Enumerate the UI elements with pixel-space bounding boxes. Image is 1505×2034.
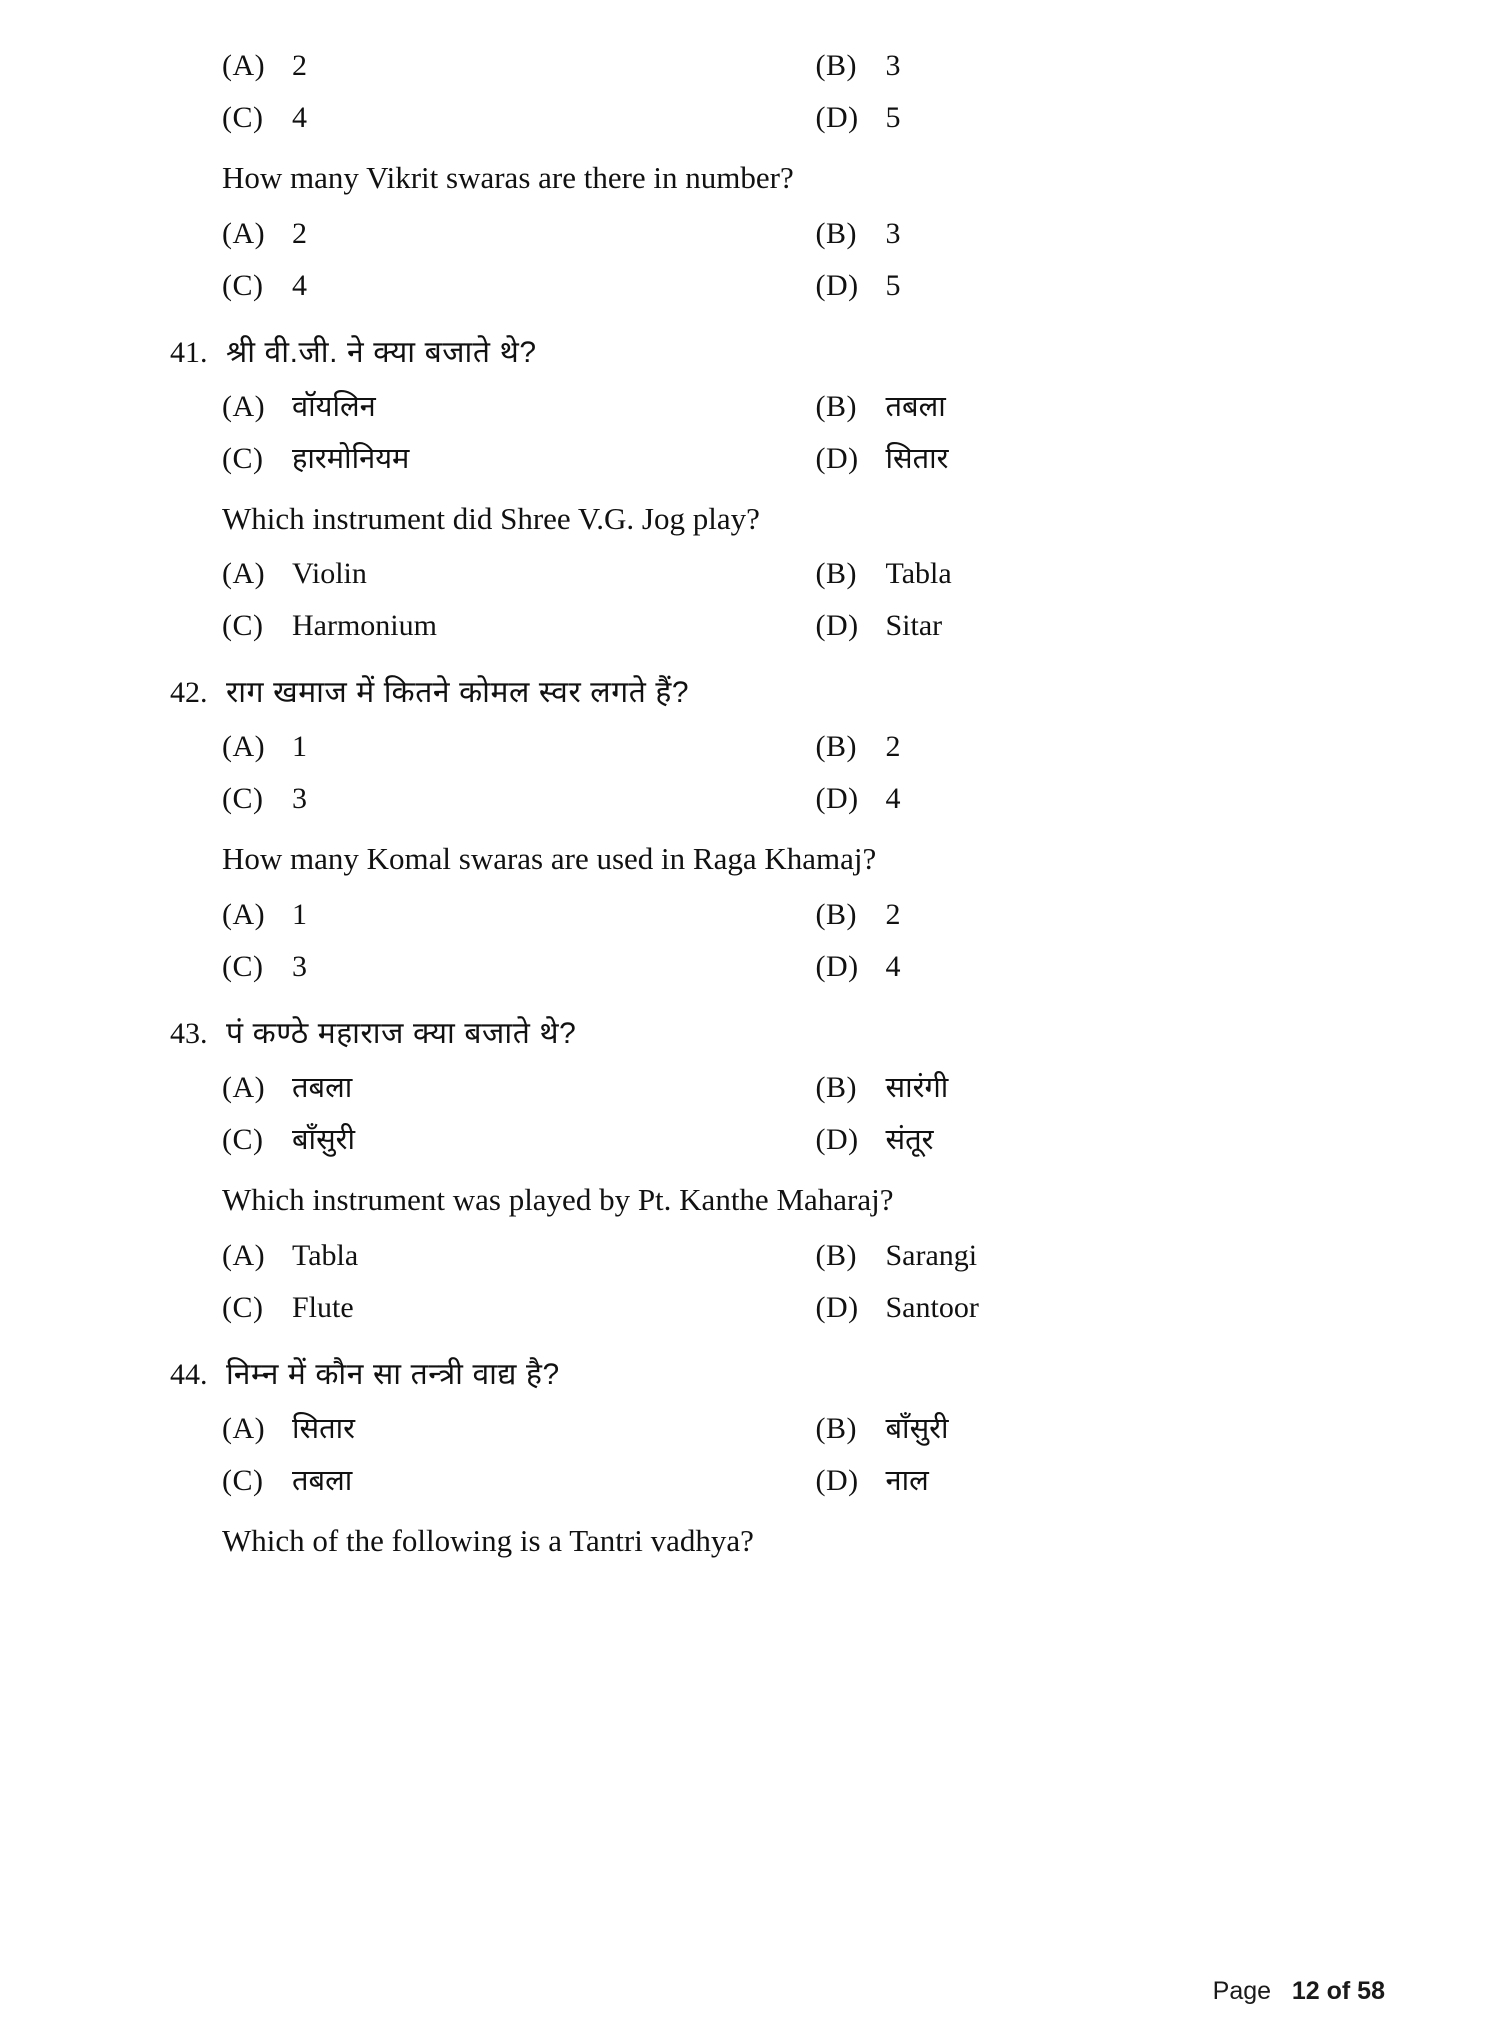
option-tag: (D)	[815, 782, 859, 816]
question-stem-hindi: निम्न में कौन सा तन्त्री वाद्य है?	[226, 1357, 560, 1391]
option-tag: (B)	[815, 730, 857, 764]
option-tag: (C)	[222, 949, 264, 983]
option-tag: (A)	[222, 1411, 266, 1445]
option-b	[804, 389, 1386, 423]
option-label: सारंगी	[885, 1071, 949, 1104]
option-tag: (D)	[815, 609, 859, 643]
option-label: 4	[885, 949, 901, 983]
option-tag: (C)	[222, 441, 264, 475]
option-tag: (B)	[815, 216, 857, 250]
option-row	[170, 92, 1385, 144]
option-tag: (B)	[815, 557, 857, 591]
option-label: 4	[292, 101, 307, 134]
option-d	[804, 1290, 1386, 1324]
option-tag: (D)	[815, 949, 859, 983]
option-label: 2	[292, 49, 307, 82]
option-tag: (A)	[222, 1070, 266, 1104]
option-tag: (B)	[815, 1238, 857, 1272]
option-a	[222, 51, 804, 81]
question-stem-english: How many Vikrit swaras are there in number?	[222, 160, 794, 195]
option-label: तबला	[292, 1464, 353, 1497]
option-label: 2	[885, 897, 901, 931]
option-label: Sarangi	[885, 1238, 978, 1272]
option-label: 2	[885, 730, 901, 764]
question-44	[170, 1352, 1385, 1393]
option-label: 1	[292, 897, 307, 931]
option-tag: (B)	[815, 389, 857, 423]
option-row	[170, 381, 1385, 433]
option-label: Harmonium	[292, 609, 437, 643]
option-tag: (A)	[222, 389, 266, 423]
option-tag: (C)	[222, 1290, 264, 1324]
question-stem-english: How many Komal swaras are used in Raga Khamaj?	[222, 841, 877, 877]
option-c	[222, 1463, 804, 1497]
option-b	[804, 1238, 1386, 1272]
option-d	[804, 268, 1386, 302]
option-c	[222, 949, 804, 983]
option-label: बाँसुरी	[292, 1123, 356, 1156]
option-tag: (D)	[815, 1463, 859, 1497]
option-d	[804, 611, 1386, 641]
option-label: संतूर	[885, 1123, 934, 1156]
option-tag: (A)	[222, 730, 266, 764]
option-d	[804, 441, 1386, 475]
option-label: 3	[292, 949, 307, 983]
option-tag: (B)	[815, 49, 857, 82]
option-tag: (C)	[222, 268, 264, 302]
option-label: 5	[885, 101, 901, 134]
option-label: Tabla	[292, 1238, 359, 1272]
option-label: Sitar	[885, 609, 943, 643]
option-tag: (C)	[222, 101, 264, 134]
option-label: हारमोनियम	[292, 442, 410, 475]
top-question-hindi-options	[170, 40, 1385, 144]
option-row	[170, 208, 1385, 260]
option-c	[222, 611, 804, 641]
question-number: 41.	[170, 335, 208, 369]
option-label: नाल	[885, 1464, 929, 1497]
option-label: Santoor	[885, 1290, 979, 1324]
option-a	[222, 559, 804, 589]
option-b	[804, 216, 1386, 250]
option-tag: (A)	[222, 557, 266, 591]
option-label: 3	[885, 49, 901, 82]
option-a	[222, 732, 804, 762]
option-label: 3	[292, 782, 307, 816]
option-label: सितार	[885, 442, 949, 475]
option-a	[222, 389, 804, 423]
option-c	[222, 103, 804, 133]
option-row	[170, 1114, 1385, 1166]
option-label: 5	[885, 268, 901, 302]
question-number: 43.	[170, 1016, 208, 1050]
option-label: वॉयलिन	[292, 390, 376, 423]
option-row	[170, 941, 1385, 993]
option-tag: (D)	[815, 101, 859, 134]
option-b	[804, 1411, 1386, 1445]
option-tag: (B)	[815, 1070, 857, 1104]
option-b	[804, 559, 1386, 589]
option-c	[222, 784, 804, 814]
page-number: 12 of 58	[1291, 1977, 1385, 2005]
question-number: 44.	[170, 1357, 208, 1391]
question-stem-english: Which instrument was played by Pt. Kanthe Maharaj?	[222, 1181, 894, 1217]
option-c	[222, 441, 804, 475]
option-d	[804, 784, 1386, 814]
top-question-english-options	[170, 208, 1385, 312]
option-d	[804, 1122, 1386, 1156]
option-c	[222, 268, 804, 302]
option-row	[170, 773, 1385, 825]
option-tag: (D)	[815, 1290, 859, 1324]
option-label: Tabla	[885, 557, 952, 591]
option-label: 4	[292, 268, 307, 302]
option-a	[222, 1411, 804, 1445]
option-tag: (C)	[222, 1463, 264, 1497]
option-label: Flute	[292, 1290, 354, 1324]
question-stem-hindi: पं कण्ठे महाराज क्या बजाते थे?	[226, 1016, 577, 1050]
option-d	[804, 1463, 1386, 1497]
option-tag: (B)	[815, 897, 857, 931]
option-b	[804, 732, 1386, 762]
option-row	[170, 1282, 1385, 1334]
question-42	[170, 670, 1385, 711]
option-d	[804, 103, 1386, 133]
page-label-prefix: Page	[1212, 1977, 1272, 2005]
option-row	[170, 721, 1385, 773]
question-41	[170, 330, 1385, 371]
option-c	[222, 1290, 804, 1324]
option-label: सितार	[292, 1412, 356, 1445]
question-number: 42.	[170, 676, 208, 710]
option-a	[222, 216, 804, 250]
option-tag: (D)	[815, 1122, 859, 1156]
question-stem-hindi: राग खमाज में कितने कोमल स्वर लगते हैं?	[226, 676, 690, 710]
option-tag: (A)	[222, 1238, 266, 1272]
option-b	[804, 1070, 1386, 1104]
option-tag: (A)	[222, 49, 266, 82]
option-label: बाँसुरी	[885, 1412, 949, 1445]
page-footer	[1213, 1977, 1385, 2006]
option-row	[170, 1403, 1385, 1455]
option-a	[222, 1070, 804, 1104]
option-b	[804, 897, 1386, 931]
option-tag: (D)	[815, 268, 859, 302]
option-row	[170, 600, 1385, 652]
option-tag: (A)	[222, 897, 266, 931]
option-tag: (C)	[222, 782, 264, 816]
option-label: Violin	[292, 557, 367, 591]
option-label: 4	[885, 782, 901, 816]
option-row	[170, 1062, 1385, 1114]
option-label: तबला	[292, 1071, 353, 1104]
option-label: 3	[885, 216, 901, 250]
question-stem-english: Which instrument did Shree V.G. Jog play?	[222, 500, 760, 536]
option-row	[170, 40, 1385, 92]
question-43	[170, 1011, 1385, 1052]
option-tag: (C)	[222, 1122, 264, 1156]
option-tag: (A)	[222, 216, 266, 250]
option-a	[222, 897, 804, 931]
option-label: 1	[292, 730, 307, 764]
option-tag: (D)	[815, 441, 859, 475]
option-row	[170, 889, 1385, 941]
option-row	[170, 548, 1385, 600]
option-tag: (C)	[222, 609, 264, 643]
option-row	[170, 1230, 1385, 1282]
option-label: तबला	[885, 390, 946, 423]
question-stem-hindi: श्री वी.जी. ने क्या बजाते थे?	[226, 335, 537, 369]
option-row	[170, 260, 1385, 312]
option-a	[222, 1238, 804, 1272]
option-row	[170, 1455, 1385, 1507]
option-c	[222, 1122, 804, 1156]
question-stem-english: Which of the following is a Tantri vadhya?	[222, 1522, 754, 1558]
option-tag: (B)	[815, 1411, 857, 1445]
option-row	[170, 433, 1385, 485]
option-b	[804, 51, 1386, 81]
option-label: 2	[292, 216, 307, 250]
option-d	[804, 949, 1386, 983]
